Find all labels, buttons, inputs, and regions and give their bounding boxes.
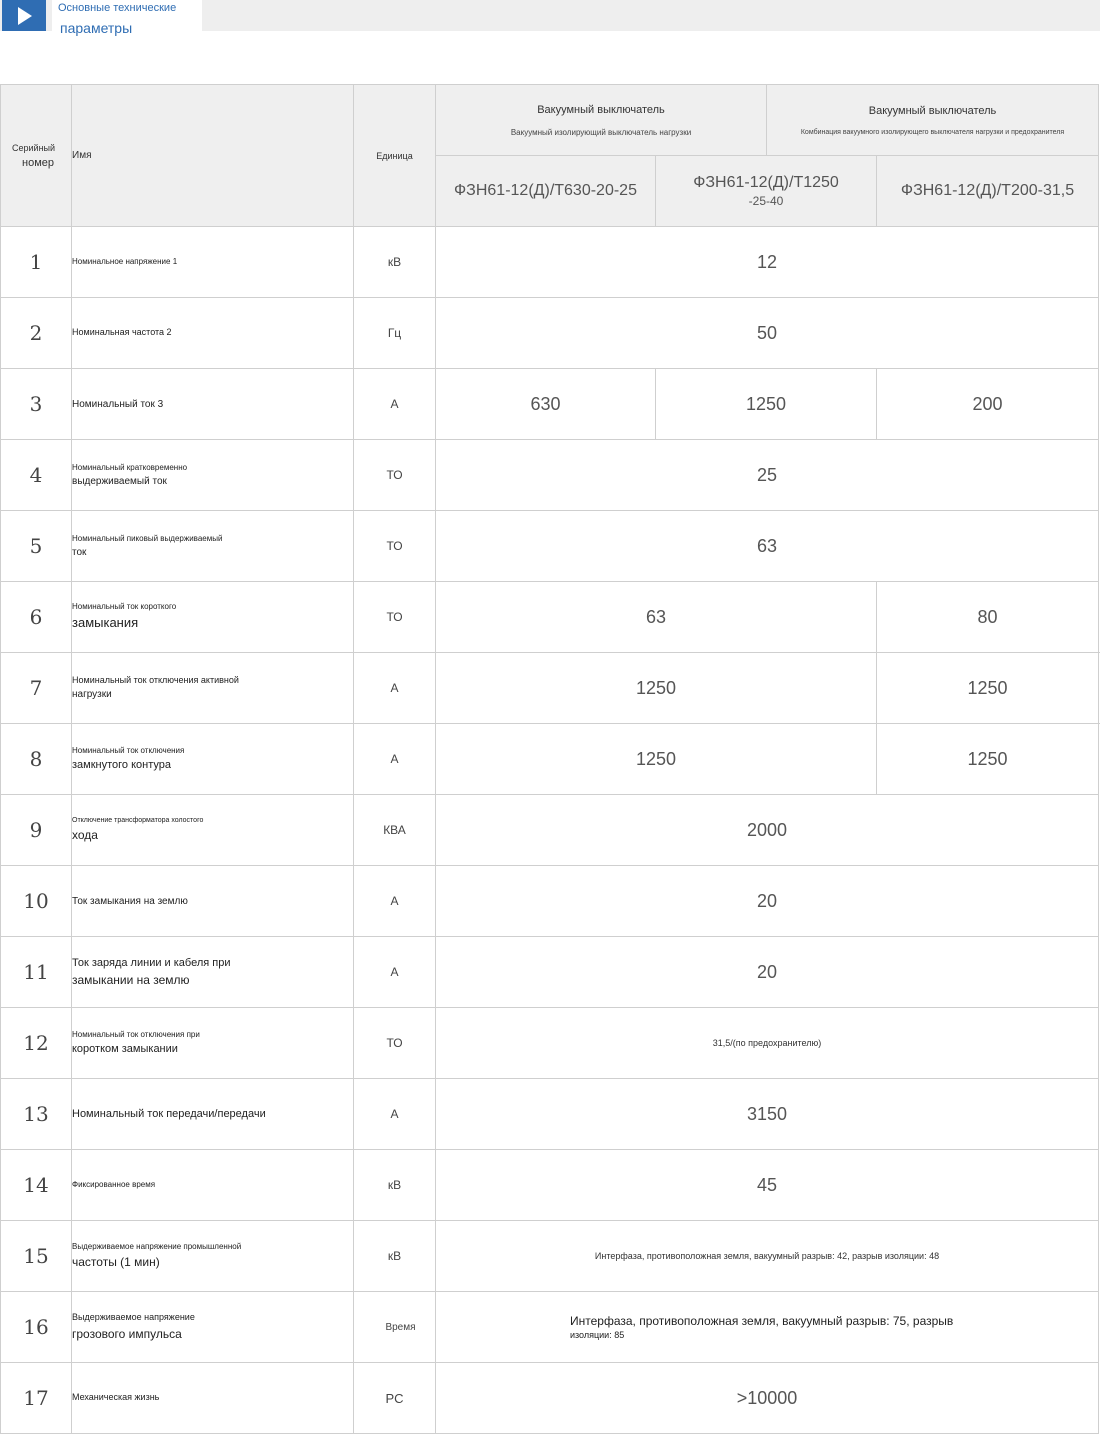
table-row [1, 653, 1099, 724]
table-row [1, 866, 1099, 937]
model-2-line2: -25-40 [748, 194, 784, 208]
name-line1: Номинальный ток короткого [72, 602, 177, 612]
name-line2: выдерживаемый ток [72, 475, 167, 487]
name-cell [72, 227, 354, 298]
value-line1: Интерфаза, противоположная земля, вакуумный разрыв: 75, разрыв [570, 1313, 954, 1328]
value-cell: 20 [436, 866, 1099, 937]
name-cell [72, 440, 354, 511]
name-line1: Ток замыкания на землю [72, 895, 188, 907]
name-line2: замыкании на землю [72, 973, 190, 988]
model-header-3: ФЗН61-12(Д)/Т200-31,5 [877, 156, 1099, 227]
name-line1: Номинальное напряжение 1 [72, 257, 178, 266]
value-cell: 63 [436, 582, 877, 653]
name-line2: хода [72, 828, 98, 843]
unit-cell: А [354, 369, 436, 440]
unit-cell: Гц [354, 298, 436, 369]
name-cell [72, 866, 354, 937]
unit-cell: PC [354, 1363, 436, 1434]
name-line1: Номинальный ток передачи/передачи [72, 1107, 266, 1120]
table-row [1, 1150, 1099, 1221]
value-cell: 20 [436, 937, 1099, 1008]
group-header-1 [436, 85, 767, 156]
value-cell: 200 [877, 369, 1099, 440]
group-header-2 [767, 85, 1099, 156]
serial-number-header [1, 85, 72, 227]
section-title-line2: параметры [60, 20, 133, 36]
name-line1: Номинальная частота 2 [72, 327, 172, 338]
section-title-line1: Основные технические [58, 2, 177, 14]
name-line2: грозового импульса [72, 1326, 182, 1341]
name-line2: замкнутого контура [72, 758, 171, 771]
serial-cell: 15 [1, 1221, 72, 1292]
value-cell: 80 [877, 582, 1099, 653]
serial-cell: 10 [1, 866, 72, 937]
value-cell: 12 [436, 227, 1099, 298]
value-cell: 1250 [656, 369, 877, 440]
table-row [1, 1079, 1099, 1150]
serial-cell: 2 [1, 298, 72, 369]
unit-header: Единица [354, 85, 436, 227]
name-cell [72, 1221, 354, 1292]
table-row [1, 795, 1099, 866]
serial-cell: 3 [1, 369, 72, 440]
table-row [1, 440, 1099, 511]
unit-cell: ТО [354, 440, 436, 511]
value-cell [436, 1292, 1099, 1363]
serial-cell: 9 [1, 795, 72, 866]
name-line1: Фиксированное время [72, 1180, 156, 1189]
unit-cell: А [354, 937, 436, 1008]
name-cell [72, 1079, 354, 1150]
value-line2: изоляции: 85 [570, 1330, 625, 1341]
value-cell: 1250 [877, 724, 1099, 795]
name-line2: ток [72, 546, 87, 558]
table-row [1, 227, 1099, 298]
serial-cell: 13 [1, 1079, 72, 1150]
group-1-title: Вакуумный выключатель [537, 103, 665, 116]
name-header: Имя [72, 85, 354, 227]
table-row [1, 511, 1099, 582]
serial-cell: 7 [1, 653, 72, 724]
table-row [1, 1008, 1099, 1079]
name-line1: Отключение трансформатора холостого [72, 816, 204, 824]
table-row [1, 1363, 1099, 1434]
group-1-subtitle: Вакуумный изолирующий выключатель нагрузки [510, 127, 692, 137]
table-row [1, 582, 1099, 653]
name-cell [72, 937, 354, 1008]
name-line1: Выдерживаемое напряжение промышленной [72, 1242, 242, 1251]
serial-cell: 11 [1, 937, 72, 1008]
serial-cell: 14 [1, 1150, 72, 1221]
name-line2: коротком замыкании [72, 1042, 178, 1055]
name-cell [72, 1292, 354, 1363]
name-cell [72, 369, 354, 440]
value-cell: 1250 [436, 724, 877, 795]
name-line2: частоты (1 мин) [72, 1255, 160, 1269]
name-line1: Номинальный кратковременно [72, 462, 188, 472]
name-line1: Номинальный ток отключения при [72, 1029, 200, 1039]
name-cell [72, 653, 354, 724]
name-line1: Номинальный ток отключения активной [72, 674, 239, 685]
unit-cell: ТО [354, 582, 436, 653]
value-cell: 31,5/(по предохранителю) [436, 1008, 1099, 1079]
value-cell: 25 [436, 440, 1099, 511]
unit-cell: Время [354, 1292, 436, 1363]
unit-cell: кВ [354, 1221, 436, 1292]
name-line1: Ток заряда линии и кабеля при [72, 956, 231, 969]
specifications-table [0, 84, 1099, 1434]
name-line1: Номинальный ток отключения [72, 745, 185, 755]
name-line2: замыкания [72, 615, 139, 631]
name-cell [72, 582, 354, 653]
value-cell: 630 [436, 369, 656, 440]
unit-cell: КВА [354, 795, 436, 866]
group-2-subtitle: Комбинация вакуумного изолирующего выключателя нагрузки и предохранителя [800, 128, 1065, 136]
serial-cell: 8 [1, 724, 72, 795]
name-cell [72, 795, 354, 866]
unit-cell: А [354, 724, 436, 795]
serial-cell: 5 [1, 511, 72, 582]
group-2-title: Вакуумный выключатель [868, 104, 997, 117]
unit-cell: кВ [354, 1150, 436, 1221]
value-cell: 3150 [436, 1079, 1099, 1150]
name-line1: Механическая жизнь [72, 1392, 160, 1403]
name-cell [72, 511, 354, 582]
unit-cell: А [354, 653, 436, 724]
serial-cell: 4 [1, 440, 72, 511]
serial-header-line2: номер [22, 156, 54, 169]
name-line2: нагрузки [72, 689, 112, 701]
unit-cell: А [354, 866, 436, 937]
unit-cell: ТО [354, 1008, 436, 1079]
model-2-line1: ФЗН61-12(Д)/Т1250 [693, 174, 839, 191]
serial-cell: 17 [1, 1363, 72, 1434]
name-cell [72, 1363, 354, 1434]
name-cell [72, 1008, 354, 1079]
unit-cell: ТО [354, 511, 436, 582]
value-cell: 63 [436, 511, 1099, 582]
name-line1: Выдерживаемое напряжение [72, 1312, 195, 1323]
value-cell: 45 [436, 1150, 1099, 1221]
name-cell [72, 1150, 354, 1221]
value-cell: 1250 [436, 653, 877, 724]
model-header-1: ФЗН61-12(Д)/Т630-20-25 [436, 156, 656, 227]
table-row [1, 1221, 1099, 1292]
name-cell [72, 298, 354, 369]
value-cell: >10000 [436, 1363, 1099, 1434]
name-cell [72, 724, 354, 795]
unit-cell: А [354, 1079, 436, 1150]
table-row [1, 724, 1099, 795]
serial-cell: 12 [1, 1008, 72, 1079]
table-row [1, 937, 1099, 1008]
table-row [1, 298, 1099, 369]
value-cell: 2000 [436, 795, 1099, 866]
serial-header-line1: Серийный [12, 142, 56, 153]
play-icon [2, 0, 46, 31]
value-cell: Интерфаза, противоположная земля, вакуумный разрыв: 42, разрыв изоляции: 48 [436, 1221, 1099, 1292]
value-cell: 1250 [877, 653, 1099, 724]
table-row [1, 1292, 1099, 1363]
name-line1: Номинальный ток 3 [72, 398, 164, 410]
serial-cell: 16 [1, 1292, 72, 1363]
unit-cell: кВ [354, 227, 436, 298]
name-line1: Номинальный пиковый выдерживаемый [72, 533, 223, 543]
table-row [1, 369, 1099, 440]
model-header-2 [656, 156, 877, 227]
serial-cell: 6 [1, 582, 72, 653]
serial-cell: 1 [1, 227, 72, 298]
value-cell: 50 [436, 298, 1099, 369]
